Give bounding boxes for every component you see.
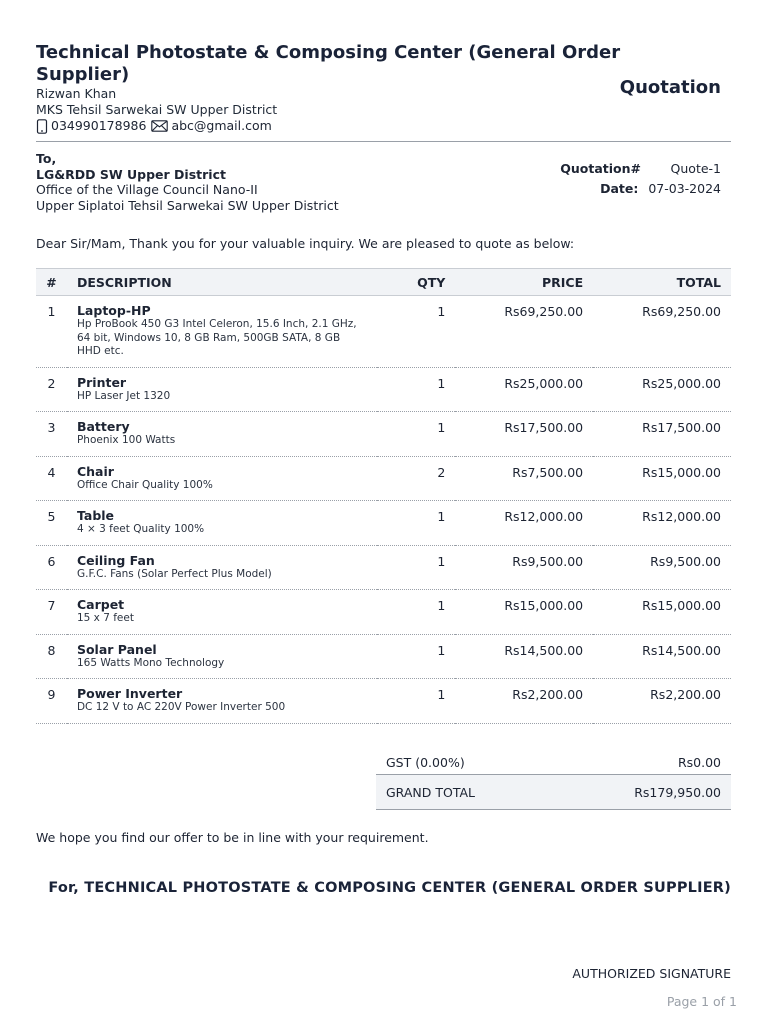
row-number: 2 xyxy=(36,367,67,412)
page-number: Page 1 of 1 xyxy=(666,994,737,1009)
item-description: G.F.C. Fans (Solar Perfect Plus Model) xyxy=(76,567,272,580)
table-row xyxy=(36,412,731,457)
table-row xyxy=(36,545,731,590)
recipient-block xyxy=(36,151,339,213)
quote-number-value: Quote-1 xyxy=(670,161,721,176)
item-description: HP Laser Jet 1320 xyxy=(76,389,171,402)
item-name: Power Inverter xyxy=(76,686,183,701)
item-description: Office Chair Quality 100% xyxy=(76,478,213,491)
table-row xyxy=(36,679,731,724)
items-body xyxy=(36,296,731,724)
item-description: DC 12 V to AC 220V Power Inverter 500 xyxy=(76,701,286,713)
row-number: 3 xyxy=(36,412,67,457)
row-price: Rs9,500.00 xyxy=(455,545,593,590)
row-number: 9 xyxy=(36,679,67,724)
row-total: Rs12,000.00 xyxy=(593,501,731,546)
letterhead xyxy=(36,42,731,142)
row-price: Rs15,000.00 xyxy=(455,590,593,635)
gst-row xyxy=(376,750,731,775)
row-price: Rs7,500.00 xyxy=(455,456,593,501)
row-price: Rs14,500.00 xyxy=(455,634,593,679)
phone-number: 034990178986 xyxy=(51,118,147,133)
table-header-row xyxy=(36,269,731,296)
gst-label: GST (0.00%) xyxy=(386,754,465,770)
col-header-price: PRICE xyxy=(455,269,593,296)
item-description: Hp ProBook 450 G3 Intel Celeron, 15.6 Inch, 2.1 GHz, 64 bit, Windows 10, 8 GB Ram, 500GB SATA, 8 GB HHD etc. xyxy=(76,318,357,357)
to-label: To, xyxy=(36,151,57,166)
row-description-cell xyxy=(67,367,377,412)
row-total: Rs17,500.00 xyxy=(593,412,731,457)
row-price: Rs17,500.00 xyxy=(455,412,593,457)
item-name: Chair xyxy=(76,463,114,479)
row-description-cell xyxy=(67,456,377,501)
row-qty: 1 xyxy=(377,545,455,590)
contact-line xyxy=(36,118,731,134)
item-name: Battery xyxy=(76,419,130,434)
recipient-name: LG&RDD SW Upper District xyxy=(36,166,226,182)
row-qty: 1 xyxy=(377,590,455,635)
item-name: Carpet xyxy=(76,597,125,612)
email-address: abc@gmail.com xyxy=(171,118,272,133)
row-total: Rs9,500.00 xyxy=(593,545,731,590)
document-title: Quotation xyxy=(619,77,721,98)
row-number: 5 xyxy=(36,501,67,546)
row-number: 1 xyxy=(36,296,67,368)
item-name: Ceiling Fan xyxy=(76,552,155,568)
item-description: Phoenix 100 Watts xyxy=(76,434,176,446)
grand-total-row xyxy=(376,775,731,810)
date-label: Date: xyxy=(600,181,639,196)
col-header-total: TOTAL xyxy=(593,269,731,296)
row-total: Rs69,250.00 xyxy=(593,296,731,368)
row-total: Rs14,500.00 xyxy=(593,634,731,679)
intro-text: Dear Sir/Mam, Thank you for your valuable inquiry. We are pleased to quote as below: xyxy=(36,236,575,251)
item-name: Solar Panel xyxy=(76,641,157,657)
date-value: 07-03-2024 xyxy=(648,181,721,196)
row-description-cell xyxy=(67,296,377,368)
row-number: 4 xyxy=(36,456,67,501)
grand-total-value: Rs179,950.00 xyxy=(634,784,721,800)
row-qty: 1 xyxy=(377,679,455,724)
item-name: Laptop-HP xyxy=(76,303,151,318)
item-name: Table xyxy=(76,508,115,523)
company-name: Technical Photostate & Composing Center (General Order Supplier) xyxy=(36,42,621,85)
recipient-line-1: Office of the Village Council Nano-II xyxy=(36,182,258,197)
table-row xyxy=(36,296,731,368)
item-description: 15 x 7 feet xyxy=(76,612,134,624)
row-description-cell xyxy=(67,412,377,457)
owner-name: Rizwan Khan xyxy=(36,86,117,101)
table-row xyxy=(36,456,731,501)
row-number: 6 xyxy=(36,545,67,590)
row-description-cell xyxy=(67,545,377,590)
table-row xyxy=(36,590,731,635)
row-price: Rs25,000.00 xyxy=(455,367,593,412)
row-description-cell xyxy=(67,679,377,724)
row-qty: 1 xyxy=(377,501,455,546)
row-total: Rs15,000.00 xyxy=(593,590,731,635)
item-description: 4 × 3 feet Quality 100% xyxy=(76,523,205,535)
col-header-qty: QTY xyxy=(377,269,455,296)
recipient-line-2: Upper Siplatoi Tehsil Sarwekai SW Upper District xyxy=(36,197,339,213)
for-company-line: For, TECHNICAL PHOTOSTATE & COMPOSING CENTER (GENERAL ORDER SUPPLIER) xyxy=(48,880,731,896)
gst-value: Rs0.00 xyxy=(677,754,721,770)
quote-number-label: Quotation# xyxy=(560,161,641,176)
item-description: 165 Watts Mono Technology xyxy=(76,656,225,669)
row-qty: 2 xyxy=(377,456,455,501)
row-price: Rs2,200.00 xyxy=(455,679,593,724)
row-qty: 1 xyxy=(377,296,455,368)
mobile-phone-icon xyxy=(36,119,48,134)
quote-meta xyxy=(560,159,721,199)
company-address: MKS Tehsil Sarwekai SW Upper District xyxy=(36,102,278,117)
col-header-description: DESCRIPTION xyxy=(67,269,377,296)
header-divider xyxy=(36,141,731,142)
authorized-signature-label: AUTHORIZED SIGNATURE xyxy=(572,966,731,981)
closing-text: We hope you find our offer to be in line with your requirement. xyxy=(36,830,429,845)
row-description-cell xyxy=(67,501,377,546)
row-price: Rs12,000.00 xyxy=(455,501,593,546)
row-total: Rs2,200.00 xyxy=(593,679,731,724)
row-number: 8 xyxy=(36,634,67,679)
row-price: Rs69,250.00 xyxy=(455,296,593,368)
row-description-cell xyxy=(67,590,377,635)
row-total: Rs25,000.00 xyxy=(593,367,731,412)
row-qty: 1 xyxy=(377,367,455,412)
row-description-cell xyxy=(67,634,377,679)
row-total: Rs15,000.00 xyxy=(593,456,731,501)
table-row xyxy=(36,501,731,546)
row-qty: 1 xyxy=(377,634,455,679)
row-number: 7 xyxy=(36,590,67,635)
envelope-icon xyxy=(151,120,168,132)
row-qty: 1 xyxy=(377,412,455,457)
grand-total-label: GRAND TOTAL xyxy=(386,784,476,800)
items-table xyxy=(36,268,731,724)
table-row xyxy=(36,367,731,412)
table-row xyxy=(36,634,731,679)
item-name: Printer xyxy=(76,374,127,390)
col-header-num: # xyxy=(36,269,67,296)
